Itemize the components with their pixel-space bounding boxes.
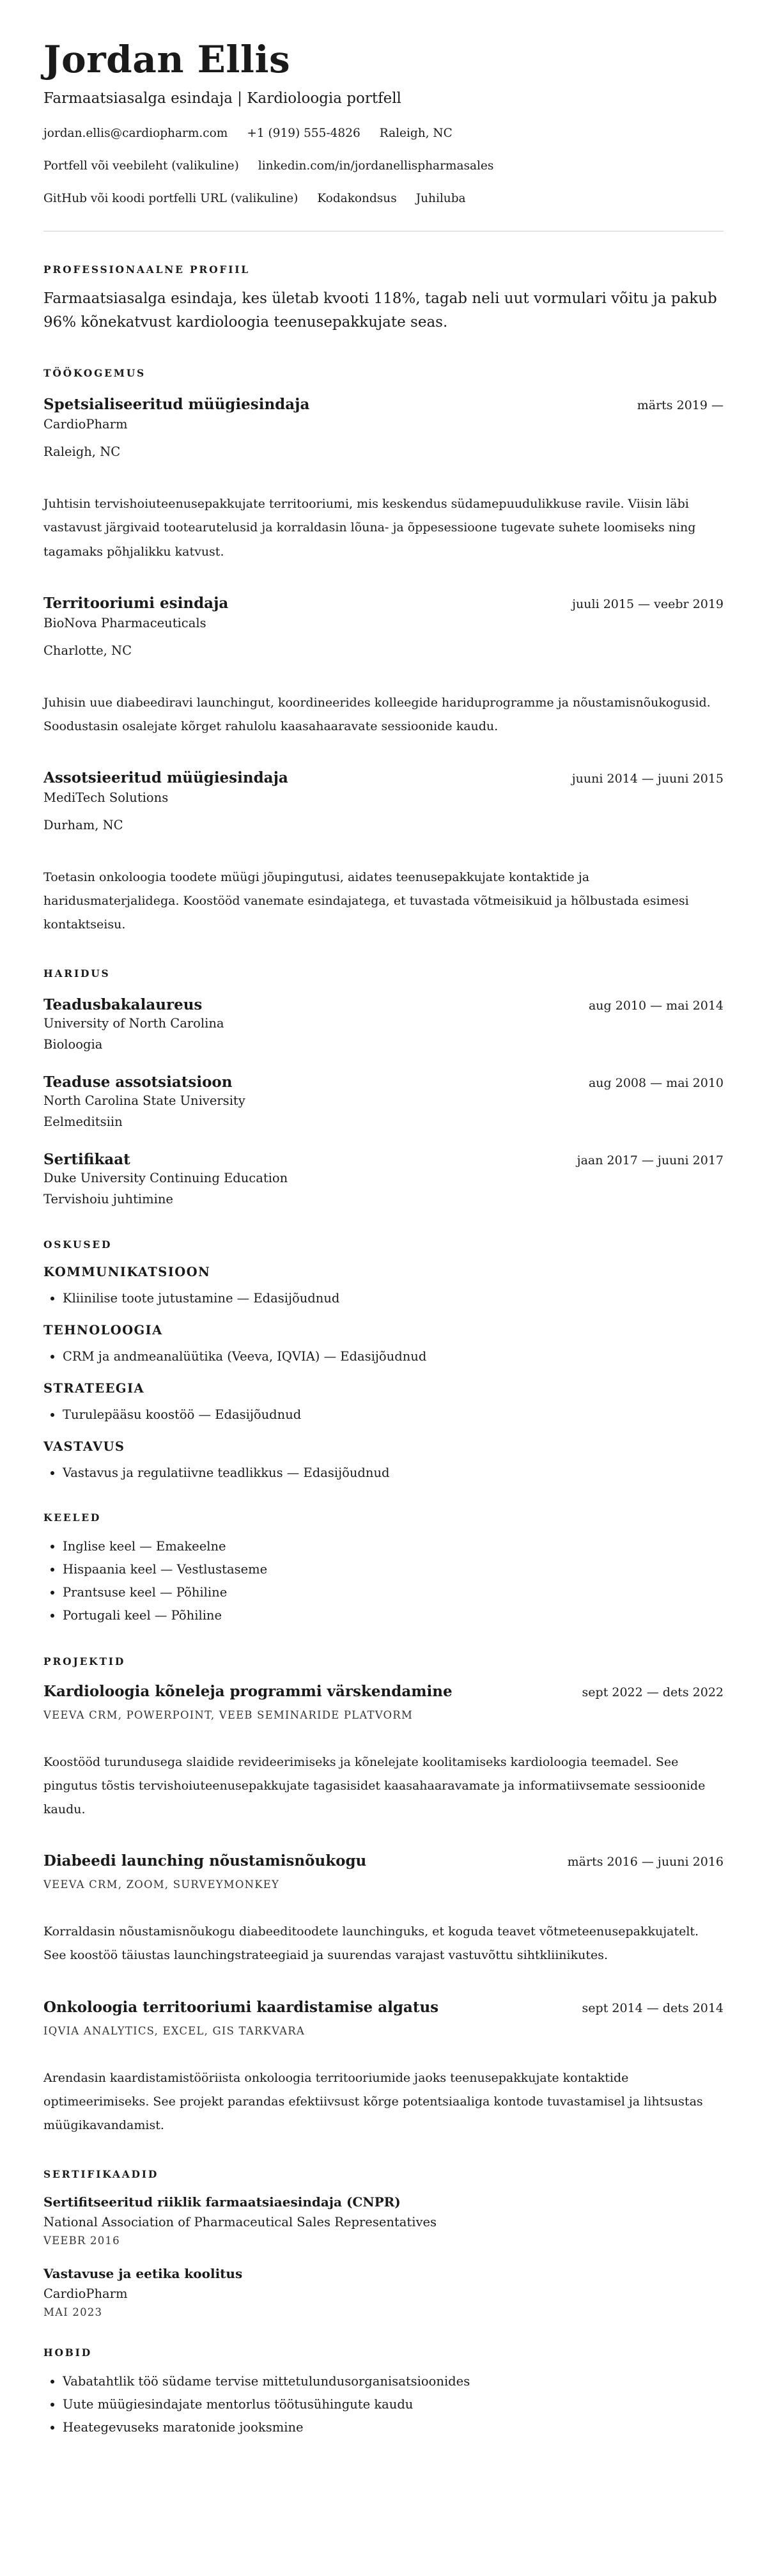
certification-entry xyxy=(43,2266,724,2318)
links-row xyxy=(43,159,724,174)
skill-item: • Kliinilise toote jutustamine — Edasijõudnud xyxy=(63,1287,724,1310)
skill-item: • Turulepääsu koostöö — Edasijõudnud xyxy=(63,1403,724,1426)
job-dates: märts 2019 — xyxy=(637,398,724,413)
certification-issuer: National Association of Pharmaceutical Sales Representatives xyxy=(43,2214,437,2229)
section-title: KEELED xyxy=(43,1511,102,1524)
project-entry xyxy=(43,1683,724,1822)
company: MediTech Solutions xyxy=(43,790,169,805)
field-of-study: Bioloogia xyxy=(43,1036,103,1052)
degree: Teaduse assotsiatsioon xyxy=(43,1073,233,1091)
section-title: HARIDUS xyxy=(43,967,111,980)
job-title: Assotsieeritud müügiesindaja xyxy=(43,769,288,786)
degree: Sertifikaat xyxy=(43,1150,130,1168)
school: North Carolina State University xyxy=(43,1093,245,1108)
education-dates: aug 2008 — mai 2010 xyxy=(588,1075,724,1090)
experience-entry xyxy=(43,396,724,563)
experience-entry xyxy=(43,769,724,937)
section-title: SERTIFIKAADID xyxy=(43,2167,159,2180)
certification-issuer: CardioPharm xyxy=(43,2286,128,2301)
contact-row xyxy=(43,126,724,141)
project-entry xyxy=(43,1999,724,2137)
portfolio-label: Portfell või veebileht (valikuline) xyxy=(43,159,239,173)
section-title: OSKUSED xyxy=(43,1238,112,1251)
project-entry xyxy=(43,1852,724,1967)
profile-section xyxy=(43,263,724,334)
job-location: Durham, NC xyxy=(43,817,123,832)
location: Raleigh, NC xyxy=(379,126,453,140)
skill-category: STRATEEGIA xyxy=(43,1380,145,1396)
section-title: HOBID xyxy=(43,2346,92,2359)
job-description: Toetasin onkoloogia toodete müügi jõupingutusi, aidates teenusepakkujate kontaktide ja haridusmaterjalidega. Koostööd vanemate esindajatega, et tuvastada võtmeisikuid ja hõlbustada esimesi kontaktseisu. xyxy=(43,870,689,932)
certification-date: MAI 2023 xyxy=(43,2306,103,2318)
certification-name: Sertifitseeritud riiklik farmaatsiaesindaja (CNPR) xyxy=(43,2194,401,2210)
project-name: Onkoloogia territooriumi kaardistamise algatus xyxy=(43,1998,439,2016)
project-description: Korraldasin nõustamisnõukogu diabeeditoodete launchinguks, et koguda teavet võtmeteenusepakkujatelt. See koostöö täiustas launchingstrateegiaid ja suurendas varajast vastuvõttu sihtkliinikutes. xyxy=(43,1924,699,1963)
job-title: Spetsialiseeritud müügiesindaja xyxy=(43,396,310,414)
hobby-list xyxy=(43,2370,724,2439)
language-item: • Prantsuse keel — Põhiline xyxy=(63,1581,724,1604)
skill-list xyxy=(43,1403,724,1426)
job-title: Territooriumi esindaja xyxy=(43,594,229,612)
project-description: Arendasin kaardistamistööriista onkoloogia territooriumide jaoks teenusepakkujate kontaktide optimeerimiseks. See projekt parandas efektiivsust kõrge potentsiaaliga kontode tuvastamisel ja lihtsustas müügikavandamist. xyxy=(43,2070,703,2132)
school: Duke University Continuing Education xyxy=(43,1170,288,1185)
drivers-license: Juhiluba xyxy=(415,191,466,205)
section-title: TÖÖKOGEMUS xyxy=(43,367,146,380)
project-dates: sept 2014 — dets 2014 xyxy=(582,2001,724,2015)
job-dates: juuni 2014 — juuni 2015 xyxy=(571,771,724,786)
certifications-section xyxy=(43,2168,724,2318)
project-name: Diabeedi launching nõustamisnõukogu xyxy=(43,1852,367,1870)
company: CardioPharm xyxy=(43,417,128,432)
profile-summary: Farmaatsiasalga esindaja, kes ületab kvooti 118%, tagab neli uut vormulari võitu ja pakub 96% kõnekatvust kardioloogia teenusepakkujate seas. xyxy=(43,290,717,331)
job-description: Juhisin uue diabeediravi launchingut, koordineerides kolleegide hariduprogramme ja nõustamisnõukogusid. Soodustasin osalejate kõrget rahulolu kaasahaaravate sessioonide kaudu. xyxy=(43,695,711,733)
field-of-study: Eelmeditsiin xyxy=(43,1114,123,1129)
language-list xyxy=(43,1535,724,1627)
language-item: • Inglise keel — Emakeelne xyxy=(63,1535,724,1558)
project-tech: IQVIA ANALYTICS, EXCEL, GIS TARKVARA xyxy=(43,2024,305,2037)
skill-category: KOMMUNIKATSIOON xyxy=(43,1264,211,1279)
project-dates: sept 2022 — dets 2022 xyxy=(582,1685,724,1700)
language-item: • Portugali keel — Põhiline xyxy=(63,1604,724,1627)
skill-item: • CRM ja andmeanalüütika (Veeva, IQVIA) — Edasijõudnud xyxy=(63,1345,724,1368)
project-dates: märts 2016 — juuni 2016 xyxy=(567,1855,724,1870)
github-label: GitHub või koodi portfelli URL (valikuline) xyxy=(43,191,298,205)
skill-item: • Vastavus ja regulatiivne teadlikkus — Edasijõudnud xyxy=(63,1462,724,1485)
email-link[interactable]: jordan.ellis@cardiopharm.com xyxy=(43,126,228,140)
extra-row xyxy=(43,191,724,207)
education-dates: jaan 2017 — juuni 2017 xyxy=(577,1153,724,1167)
citizenship: Kodakondsus xyxy=(317,191,397,205)
project-name: Kardioloogia kõneleja programmi värskendamine xyxy=(43,1683,453,1701)
linkedin-link[interactable]: linkedin.com/in/jordanellispharmasales xyxy=(258,159,494,173)
skill-list xyxy=(43,1287,724,1310)
job-description: Juhtisin tervishoiuteenusepakkujate territooriumi, mis keskendus südamepuudulikkuse ravile. Viisin läbi vastavust järgivaid tootearutelusid ja korraldasin lõuna- ja õppesessioone tugevate suhete loomiseks ning tagamaks põhjalikku katvust. xyxy=(43,497,696,559)
experience-entry xyxy=(43,595,724,738)
job-location: Charlotte, NC xyxy=(43,643,132,658)
education-dates: aug 2010 — mai 2014 xyxy=(588,998,724,1013)
school: University of North Carolina xyxy=(43,1015,224,1031)
section-title: PROFESSIONAALNE PROFIIL xyxy=(43,263,250,276)
project-tech: VEEVA CRM, POWERPOINT, VEEB SEMINARIDE PLATVORM xyxy=(43,1709,414,1722)
education-section xyxy=(43,967,724,1206)
languages-section xyxy=(43,1511,724,1627)
hobbies-section xyxy=(43,2346,724,2439)
education-entry xyxy=(43,1151,724,1206)
certification-date: VEEBR 2016 xyxy=(43,2234,120,2247)
field-of-study: Tervishoiu juhtimine xyxy=(43,1191,173,1206)
education-entry xyxy=(43,1073,724,1129)
education-entry xyxy=(43,996,724,1052)
headline: Farmaatsiasalga esindaja | Kardioloogia portfell xyxy=(43,90,401,107)
hobby-item: • Heategevuseks maratonide jooksmine xyxy=(63,2416,724,2439)
skill-list xyxy=(43,1462,724,1485)
skills-section xyxy=(43,1238,724,1485)
job-dates: juuli 2015 — veebr 2019 xyxy=(572,597,724,611)
skill-list xyxy=(43,1345,724,1368)
hobby-item: • Vabatahtlik töö südame tervise mittetulundusorganisatsioonides xyxy=(63,2370,724,2393)
section-title: PROJEKTID xyxy=(43,1655,126,1668)
project-tech: VEEVA CRM, ZOOM, SURVEYMONKEY xyxy=(43,1878,280,1891)
language-item: • Hispaania keel — Vestlustaseme xyxy=(63,1558,724,1581)
degree: Teadusbakalaureus xyxy=(43,995,203,1013)
certification-entry xyxy=(43,2194,724,2247)
candidate-name: Jordan Ellis xyxy=(43,38,291,81)
project-description: Koostööd turundusega slaidide revideerimiseks ja kõnelejate koolitamiseks kardioloogia teemadel. See pingutus tõstis tervishoiuteenusepakkujate tagasisidet kaasahaaravamate ja informatiivsemate sessioonide kaudu. xyxy=(43,1755,706,1817)
phone-number[interactable]: +1 (919) 555-4826 xyxy=(247,126,360,140)
skill-category: VASTAVUS xyxy=(43,1439,125,1454)
skill-category: TEHNOLOOGIA xyxy=(43,1322,163,1338)
certification-name: Vastavuse ja eetika koolitus xyxy=(43,2265,243,2281)
job-location: Raleigh, NC xyxy=(43,444,121,460)
projects-section xyxy=(43,1655,724,2137)
experience-section xyxy=(43,367,724,936)
hobby-item: • Uute müügiesindajate mentorlus töötusühingute kaudu xyxy=(63,2393,724,2416)
company: BioNova Pharmaceuticals xyxy=(43,615,206,630)
